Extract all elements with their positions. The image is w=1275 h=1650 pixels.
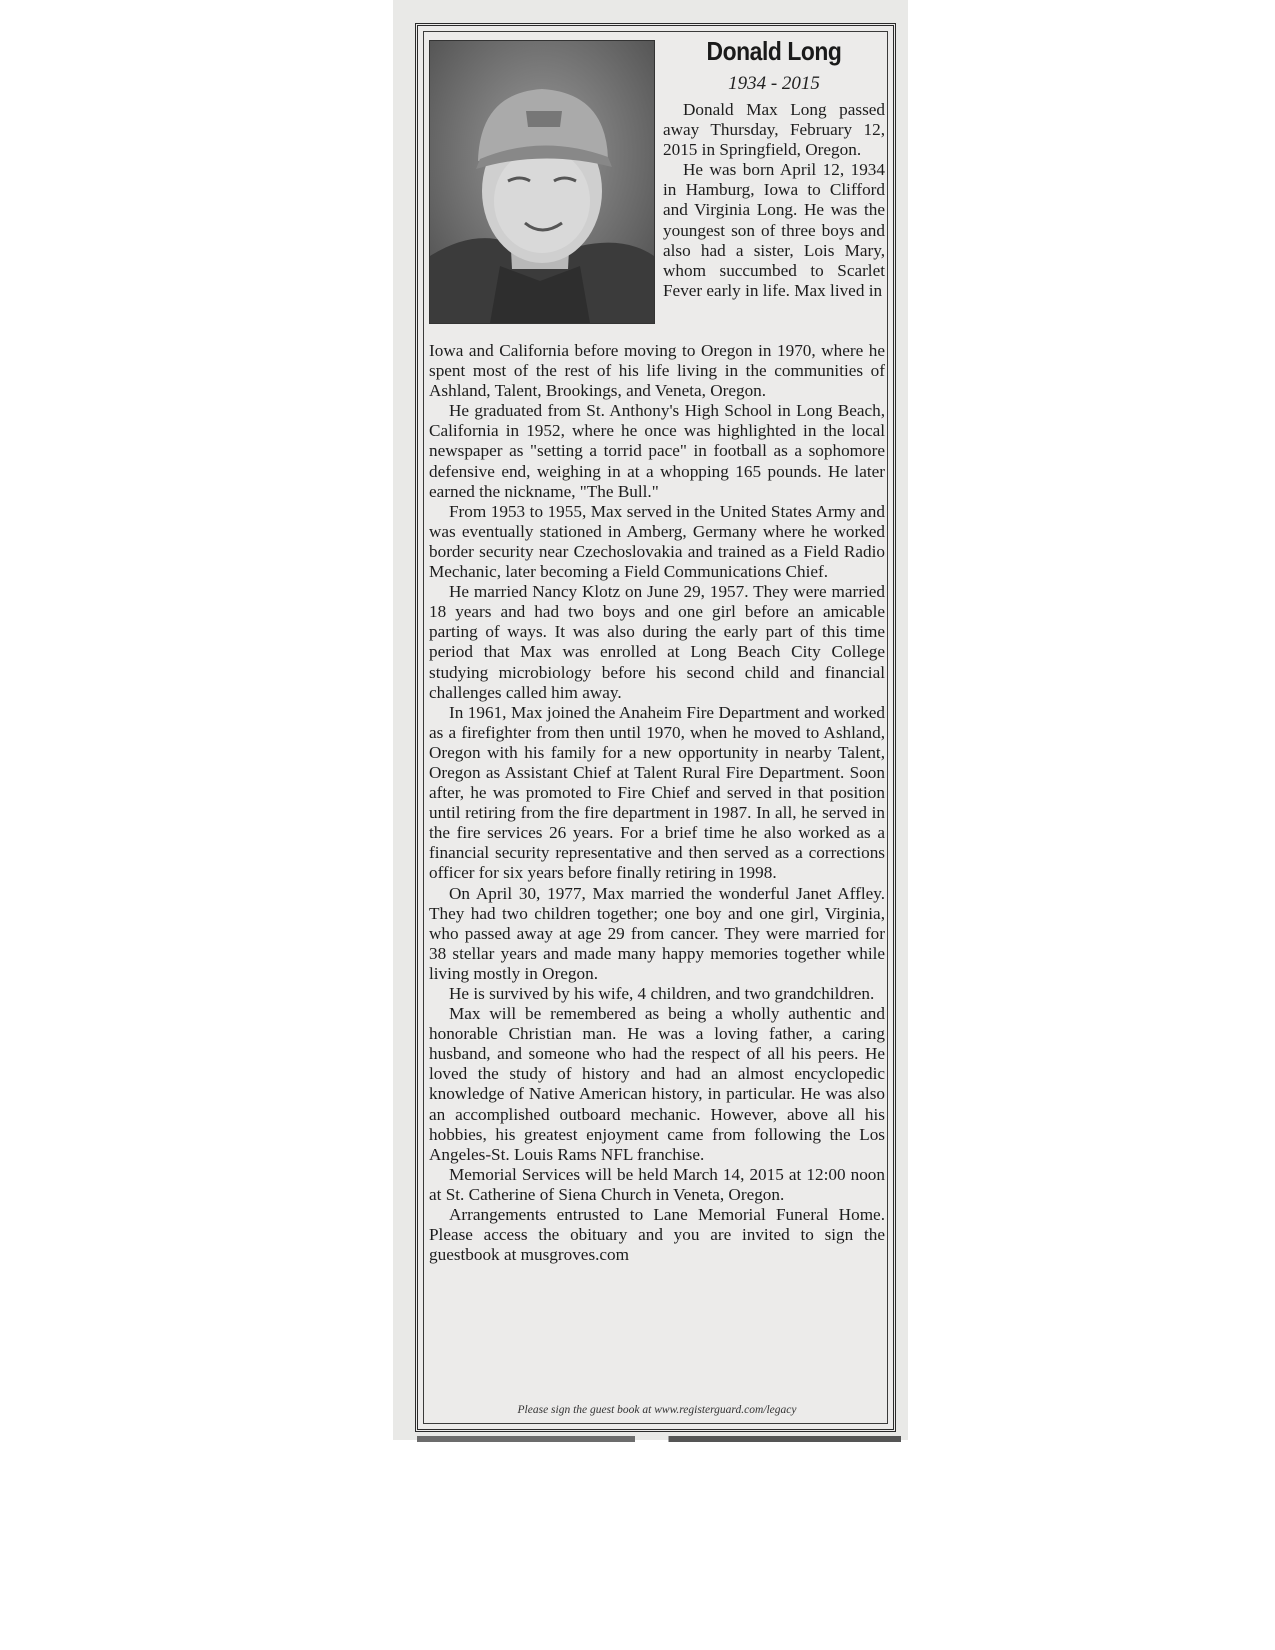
career-paragraph: In 1961, Max joined the Anaheim Fire Department and worked as a firefighter from then until 1970, when he moved to Ashland, Oregon with his family for a new opportunity in nearby Talent, Oregon as Assistant Chief at Talent Rural Fire Department. Soon after, he was promoted to Fire Chief and served in that position until retiring from the fire department in 1987. In all, he served in the fire services 26 years. For a brief time he also worked as a financial security representative and then served as a corrections officer for six years before finally retiring in 1998. [429,702,885,883]
birth-paragraph: He was born April 12, 1934 in Hamburg, Iowa to Clifford and Virginia Long. He was the youngest son of three boys and also had a sister, Lois Mary, whom succumbed to Scarlet Fever early in life. Max lived in [663,160,885,300]
obituary-text-narrow [663,100,885,301]
survivors-paragraph: He is survived by his wife, 4 children, and two grandchildren. [449,984,875,1003]
remembrance-paragraph: Max will be remembered as being a wholly authentic and honorable Christian man. He was a loving father, a caring husband, and someone who had the respect of all his peers. He loved the study of history and had an almost encyclopedic knowledge of Native American history, in particular. He was also an accomplished outboard mechanic. However, above all his hobbies, his greatest enjoyment came from following the Los Angeles-St. Louis Rams NFL franchise. [429,1004,885,1164]
army-paragraph: From 1953 to 1955, Max served in the United States Army and was eventually stationed in Amberg, Germany where he worked border security near Czechoslovakia and trained as a Field Radio Mechanic, later becoming a Field Communications Chief. [429,501,885,582]
birth-paragraph-continued: Iowa and California before moving to Oregon in 1970, where he spent most of the rest of his life living in the communities of Ashland, Talent, Brookings, and Veneta, Oregon. [429,341,885,401]
guestbook-note: Please sign the guest book at www.registerguard.com/legacy [517,1404,797,1416]
second-marriage-paragraph: On April 30, 1977, Max married the wonderful Janet Affley. They had two children together; one boy and one girl, Virginia, who passed away at age 29 from cancer. They were married for 38 stellar years and made many happy memories together while living mostly in Oregon. [429,883,885,983]
services-paragraph: Memorial Services will be held March 14, 2015 at 12:00 noon at St. Catherine of Siena Church in Veneta, Oregon. [429,1164,885,1204]
portrait-photo-icon [430,41,654,323]
life-years: 1934 - 2015 [728,73,820,94]
obituary-header [660,36,888,95]
education-paragraph: He graduated from St. Anthony's High School in Long Beach, California in 1952, where he once was highlighted in the local newspaper as "setting a torrid pace" in football as a sophomore defensive end, weighing in at a whopping 165 pounds. He later earned the nickname, "The Bull." [429,401,885,501]
clipping-edge [417,1436,901,1442]
obituary-text-wide [429,341,885,1265]
intro-paragraph: Donald Max Long passed away Thursday, February 12, 2015 in Springfield, Oregon. [663,100,885,160]
first-marriage-paragraph: He married Nancy Klotz on June 29, 1957. They were married 18 years and had two boys and one girl before an amicable parting of ways. It was also during the early part of this time period that Max was enrolled at Long Beach City College studying microbiology before his second child and financial challenges called him away. [429,582,885,702]
arrangements-paragraph: Arrangements entrusted to Lane Memorial Funeral Home. Please access the obituary and you are invited to sign the guestbook at musgroves.com [429,1205,885,1265]
deceased-name: Donald Long [706,36,842,66]
portrait-photo [429,40,655,324]
